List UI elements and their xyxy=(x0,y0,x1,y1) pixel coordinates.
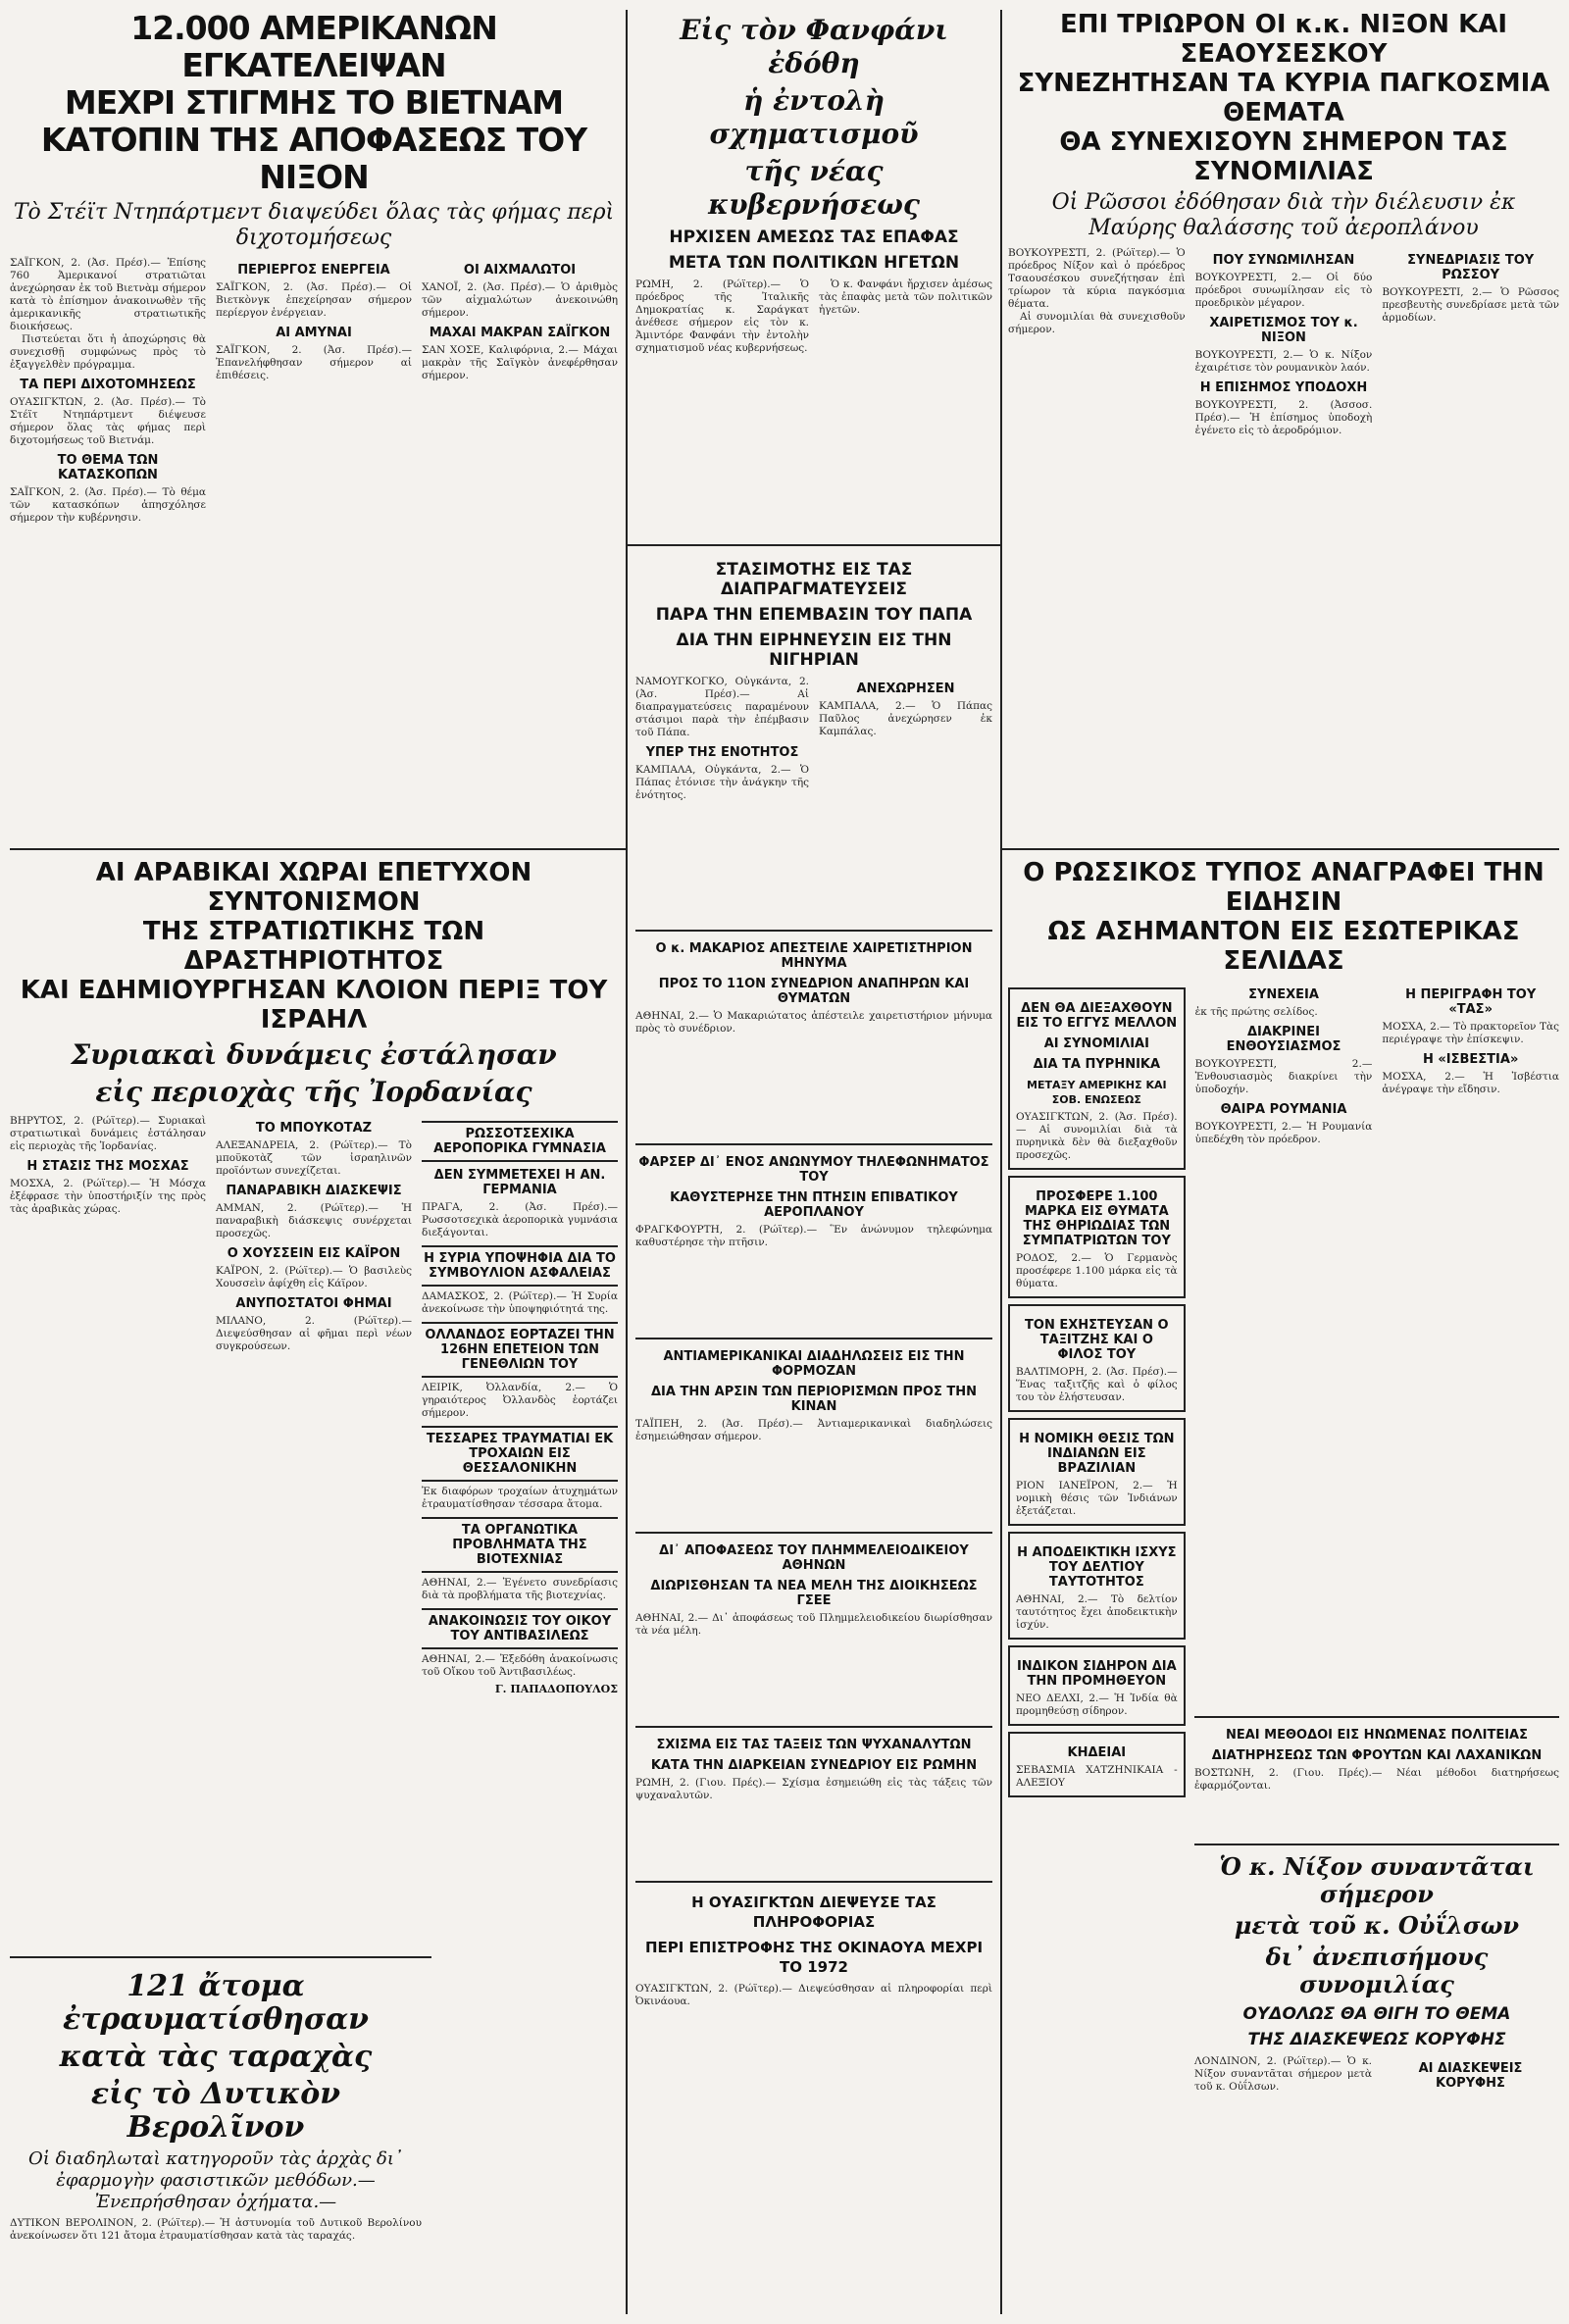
arab-article xyxy=(10,858,618,1706)
headline: μετὰ τοῦ κ. Οὐΐλσων xyxy=(1234,1911,1520,1940)
box-title: ΑΙ ΣΥΝΟΜΙΛΙΑΙ xyxy=(1043,1036,1149,1051)
berlin-article xyxy=(10,1966,422,2243)
article-text: ΡΙΟΝ ΙΑΝΕΪΡΟΝ, 2.— Ἡ νομικὴ θέσις τῶν Ἰνδιάνων ἐξετάζεται. xyxy=(1016,1480,1178,1517)
okinawa-article xyxy=(635,1881,992,2008)
section-title: ΧΑΙΡΕΤΙΣΜΟΣ ΤΟΥ κ. ΝΙΞΟΝ xyxy=(1209,316,1358,345)
section-title: ΑΝΑΚΟΙΝΩΣΙΣ ΤΟΥ ΟΙΚΟΥ ΤΟΥ ΑΝΤΙΒΑΣΙΛΕΩΣ xyxy=(422,1608,618,1649)
article-text: ΒΗΡΥΤΟΣ, 2. (Ρώϊτερ).— Συριακαὶ στρατιωτικαὶ δυνάμεις ἐστάλησαν εἰς περιοχὰς τῆς Ἰορδανίας. xyxy=(10,1115,206,1152)
article-text: ΣΑΪΓΚΟΝ, 2. (Ἀσ. Πρέσ).— Οἱ Βιετκὸνγκ ἐπεχείρησαν σήμερον περίεργον ἐνέργειαν. xyxy=(216,281,412,319)
article-text: ΒΟΥΚΟΥΡΕΣΤΙ, 2. (Ἀσσοσ. Πρέσ).— Ἡ ἐπίσημος ὑποδοχὴ ἐγένετο εἰς τὸ ἀεροδρόμιον. xyxy=(1194,399,1373,436)
headline: ΣΤΑΣΙΜΟΤΗΣ ΕΙΣ ΤΑΣ ΔΙΑΠΡΑΓΜΑΤΕΥΣΕΙΣ xyxy=(715,560,913,599)
section-title: ΑΝΕΧΩΡΗΣΕΝ xyxy=(856,682,955,696)
fanfani-article xyxy=(635,10,992,355)
gsee-article xyxy=(635,1532,992,1638)
headline: ΠΕΡΙ ΕΠΙΣΤΡΟΦΗΣ ΤΗΣ ΟΚΙΝΑΟΥΑ ΜΕΧΡΙ ΤΟ 1972 xyxy=(644,1939,984,1976)
article-text: ΠΡΑΓΑ, 2. (Ἀσ. Πρέσ).— Ρωσσοτσεχικὰ ἀεροπορικὰ γυμνάσια διεξάγονται. xyxy=(422,1201,618,1238)
headline: ΝΕΑΙ ΜΕΘΟΔΟΙ ΕΙΣ ΗΝΩΜΕΝΑΣ ΠΟΛΙΤΕΙΑΣ xyxy=(1225,1728,1529,1743)
headline: ΑΝΤΙΑΜΕΡΙΚΑΝΙΚΑΙ ΔΙΑΔΗΛΩΣΕΙΣ ΕΙΣ ΤΗΝ ΦΟΡΜΟΖΑΝ xyxy=(663,1349,965,1379)
subheadline: εἰς περιοχὰς τῆς Ἰορδανίας xyxy=(95,1076,532,1108)
article-text: ΑΘΗΝΑΙ, 2.— Δι᾽ ἀποφάσεως τοῦ Πλημμελειοδικείου διωρίσθησαν τὰ νέα μέλη. xyxy=(635,1612,992,1637)
section-rule xyxy=(10,848,626,850)
subheadline: ΗΡΧΙΣΕΝ ΑΜΕΣΩΣ ΤΑΣ ΕΠΑΦΑΣ xyxy=(669,227,959,247)
article-text: ΚΑΜΠΑΛΑ, 2.— Ὁ Πάπας Παῦλος ἀνεχώρησεν ἐκ Καμπάλας. xyxy=(819,700,992,737)
box-subtitle: ΜΕΤΑΞΥ ΑΜΕΡΙΚΗΣ ΚΑΙ ΣΟΒ. ΕΝΩΣΕΩΣ xyxy=(1027,1079,1167,1106)
signature: Γ. ΠΑΠΑΔΟΠΟΥΛΟΣ xyxy=(494,1683,618,1695)
article-text: ΣΑΪΓΚΟΝ, 2. (Ἀσ. Πρέσ).— Ἐπίσης 760 Ἀμερικανοί στρατιῶται ἀνεχώρησαν ἐκ τοῦ Βιετνὰμ σήμερον κατὰ τὸ ἐπίσημον ἀνακοινωθὲν τῆς ἀμερικανικῆς στρατιωτικῆς διοικήσεως. xyxy=(10,257,206,332)
headline: ΔΙ᾽ ΑΠΟΦΑΣΕΩΣ ΤΟΥ ΠΛΗΜΜΕΛΕΙΟΔΙΚΕΙΟΥ ΑΘΗΝΩΝ xyxy=(659,1543,969,1573)
article-text: ΒΟΥΚΟΥΡΕΣΤΙ, 2.— Ὁ Ρῶσσος πρεσβευτὴς συνεδρίασε μετὰ τῶν ἁρμοδίων. xyxy=(1382,286,1559,324)
section-title: Η «ΙΣΒΕΣΤΙΑ» xyxy=(1422,1052,1519,1067)
article-text: ΝΕΟ ΔΕΛΧΙ, 2.— Ἡ Ἰνδία θὰ προμηθεύσῃ σίδηρον. xyxy=(1016,1692,1178,1717)
article-text: ΡΩΜΗ, 2. (Γιου. Πρές).— Σχίσμα ἐσημειώθη εἰς τὰς τάξεις τῶν ψυχαναλυτῶν. xyxy=(635,1777,992,1801)
article-text: ΝΑΜΟΥΓΚΟΓΚΟ, Οὐγκάντα, 2. (Ἀσ. Πρέσ).— Αἱ διαπραγματεύσεις παραμένουν στάσιμοι παρὰ τὴν ἐπέμβασιν τοῦ Πάπα. xyxy=(635,676,809,738)
id-card-box xyxy=(1008,1532,1186,1640)
russian-press-article xyxy=(1008,858,1559,1803)
headline: ΘΑ ΣΥΝΕΧΙΣΟΥΝ ΣΗΜΕΡΟΝ ΤΑΣ ΣΥΝΟΜΙΛΙΑΣ xyxy=(1059,127,1508,186)
article-text: Ἐκ διαφόρων τροχαίων ἀτυχημάτων ἐτραυματίσθησαν τέσσαρα ἄτομα. xyxy=(422,1486,618,1510)
section-title: ΤΟ ΜΠΟΥΚΟΤΑΖ xyxy=(255,1121,373,1136)
section-title: Η ΣΥΡΙΑ ΥΠΟΨΗΦΙΑ ΔΙΑ ΤΟ ΣΥΜΒΟΥΛΙΟΝ ΑΣΦΑΛΕΙΑΣ xyxy=(422,1245,618,1287)
indians-box xyxy=(1008,1418,1186,1526)
article-text: Αἱ συνομιλίαι θὰ συνεχισθοῦν σήμερον. xyxy=(1008,311,1186,335)
article-text: ΒΟΥΚΟΥΡΕΣΤΙ, 2.— Οἱ δύο πρόεδροι συνωμίλησαν εἰς τὸ προεδρικὸν μέγαρον. xyxy=(1194,272,1373,309)
headline: ΩΣ ΑΣΗΜΑΝΤΟΝ ΕΙΣ ΕΣΩΤΕΡΙΚΑΣ ΣΕΛΙΔΑΣ xyxy=(1047,917,1520,976)
article-text: ΜΟΣΧΑ, 2. (Ρώϊτερ).— Ἡ Μόσχα ἐξέφρασε τὴν ὑποστήριξίν της πρὸς τὰς ἀραβικὰς χώρας. xyxy=(10,1178,206,1215)
article-text: ΑΘΗΝΑΙ, 2.— Τὸ δελτίον ταυτότητος ἔχει ἀποδεικτικὴν ἰσχύν. xyxy=(1016,1593,1178,1631)
article-text: Πιστεύεται ὅτι ἡ ἀποχώρησις θὰ συνεχισθῇ συμφώνως πρὸς τὸ ἐξαγγελθὲν πρόγραμμα. xyxy=(10,333,206,371)
section-title: ΟΙ ΑΙΧΜΑΛΩΤΟΙ xyxy=(463,263,577,278)
psychoanalysts-article xyxy=(635,1726,992,1802)
newspaper-page xyxy=(10,10,1559,2314)
column-rule xyxy=(1000,10,1002,2314)
article-text: ΑΜΜΑΝ, 2. (Ρώϊτερ).— Ἡ παναραβικὴ διάσκεψις συνέρχεται προσεχῶς. xyxy=(216,1202,412,1239)
article-text: ΣΑΪΓΚΟΝ, 2. (Ἀσ. Πρέσ).— Τὸ θέμα τῶν κατασκόπων ἀπησχόλησε σήμερον τὴν κυβέρνησιν. xyxy=(10,486,206,524)
article-text: ΡΩΜΗ, 2. (Ρώϊτερ).— Ὁ πρόεδρος τῆς Ἰταλικῆς Δημοκρατίας κ. Σαράγκατ ἀνέθεσε σήμερον εἰς τὸν κ. Ἀμιντόρε Φανφάνι τὴν ἐντολὴν σχηματισμοῦ νέας κυβερνήσεως. xyxy=(635,278,809,354)
headline: Η ΟΥΑΣΙΓΚΤΩΝ ΔΙΕΨΕΥΣΕ ΤΑΣ ΠΛΗΡΟΦΟΡΙΑΣ xyxy=(691,1894,936,1931)
headline: ΚΑΤΟΠΙΝ ΤΗΣ ΑΠΟΦΑΣΕΩΣ ΤΟΥ ΝΙΞΟΝ xyxy=(40,121,587,196)
article-text: ΟΥΑΣΙΓΚΤΩΝ, 2. (Ἀσ. Πρέσ).— Αἱ συνομιλίαι διὰ τὰ πυρηνικὰ δὲν θὰ διεξαχθοῦν προσεχῶς. xyxy=(1016,1111,1178,1161)
headline: ΚΑΙ ΕΔΗΜΙΟΥΡΓΗΣΑΝ ΚΛΟΙΟΝ ΠΕΡΙΞ ΤΟΥ ΙΣΡΑΗΛ xyxy=(20,976,608,1035)
vietnam-article xyxy=(10,10,618,525)
section-title: ΑΙ ΑΜΥΝΑΙ xyxy=(276,326,352,340)
column-rule xyxy=(626,10,628,2314)
section-title: ΑΝΥΠΟΣΤΑΤΟΙ ΦΗΜΑΙ xyxy=(235,1296,392,1311)
article-text: ΑΘΗΝΑΙ, 2.— Ὁ Μακαριώτατος ἀπέστειλε χαιρετιστήριον μήνυμα πρὸς τὸ συνέδριον. xyxy=(635,1010,992,1035)
box-title: ΔΕΝ ΘΑ ΔΙΕΞΑΧΘΟΥΝ ΕΙΣ ΤΟ ΕΓΓΥΣ ΜΕΛΛΟΝ xyxy=(1016,1001,1178,1031)
section-title: ΠΟΥ ΣΥΝΩΜΙΛΗΣΑΝ xyxy=(1212,253,1355,268)
subheadline: ΤΗΣ ΔΙΑΣΚΕΨΕΩΣ ΚΟΡΥΦΗΣ xyxy=(1247,2030,1506,2049)
headline: ἡ ἐντολὴ σχηματισμοῦ xyxy=(709,84,919,150)
box-title: ΠΡΟΣΦΕΡΕ 1.100 ΜΑΡΚΑ ΕΙΣ ΘΥΜΑΤΑ ΤΗΣ ΘΗΡΙΩΔΙΑΣ ΤΩΝ ΣΥΜΠΑΤΡΙΩΤΩΝ ΤΟΥ xyxy=(1022,1189,1171,1248)
headline: Ὁ κ. Νίξον συναντᾶται σήμερον xyxy=(1219,1852,1535,1908)
section-title: Ο ΧΟΥΣΣΕΙΝ ΕΙΣ ΚΑΪΡΟΝ xyxy=(227,1246,401,1261)
section-title: ΣΥΝΕΔΡΙΑΣΙΣ ΤΟΥ ΡΩΣΣΟΥ xyxy=(1407,253,1535,282)
headline: ΔΙΩΡΙΣΘΗΣΑΝ ΤΑ ΝΕΑ ΜΕΛΗ ΤΗΣ ΔΙΟΙΚΗΣΕΩΣ ΓΣΕΕ xyxy=(650,1579,978,1608)
box-title: ΙΝΔΙΚΟΝ ΣΙΔΗΡΟΝ ΔΙΑ ΤΗΝ ΠΡΟΜΗΘΕΥΟΝ xyxy=(1016,1659,1177,1689)
headline: ΠΑΡΑ ΤΗΝ ΕΠΕΜΒΑΣΙΝ ΤΟΥ ΠΑΠΑ xyxy=(655,605,973,625)
section-title: ΤΟ ΘΕΜΑ ΤΩΝ ΚΑΤΑΣΚΟΠΩΝ xyxy=(57,453,159,482)
headline: ΤΗΣ ΣΤΡΑΤΙΩΤΙΚΗΣ ΤΩΝ ΔΡΑΣΤΗΡΙΟΤΗΤΟΣ xyxy=(142,917,485,976)
article-text: ΒΟΥΚΟΥΡΕΣΤΙ, 2.— Ὁ κ. Νίξον ἐχαιρέτισε τὸν ρουμανικὸν λαόν. xyxy=(1194,349,1373,374)
article-text: ΔΑΜΑΣΚΟΣ, 2. (Ρώϊτερ).— Ἡ Συρία ἀνεκοίνωσε τὴν ὑποψηφιότητά της. xyxy=(422,1290,618,1315)
article-text: ΔΥΤΙΚΟΝ ΒΕΡΟΛΙΝΟΝ, 2. (Ρώϊτερ).— Ἡ ἀστυνομία τοῦ Δυτικοῦ Βερολίνου ἀνεκοίνωσεν ὅτι 121 ἄτομα ἐτραυματίσθησαν κατὰ τὰς ταραχάς. xyxy=(10,2217,422,2242)
nixon-wilson-article xyxy=(1194,1844,1559,2095)
article-text: ΑΘΗΝΑΙ, 2.— Ἐγένετο συνεδρίασις διὰ τὰ προβλήματα τῆς βιοτεχνίας. xyxy=(422,1577,618,1601)
section-title: ΘΑΙΡΑ ΡΟΥΜΑΝΙΑ xyxy=(1220,1102,1347,1117)
section-title: ΤΑ ΟΡΓΑΝΩΤΙΚΑ ΠΡΟΒΛΗΜΑΤΑ ΤΗΣ ΒΙΟΤΕΧΝΙΑΣ xyxy=(422,1517,618,1573)
section-title: ΥΠΕΡ ΤΗΣ ΕΝΟΤΗΤΟΣ xyxy=(645,745,799,760)
headline: ΦΑΡΣΕΡ ΔΙ᾽ ΕΝΟΣ ΑΝΩΝΥΜΟΥ ΤΗΛΕΦΩΝΗΜΑΤΟΣ ΤΟΥ xyxy=(638,1155,989,1185)
funerals-box xyxy=(1008,1732,1186,1797)
section-title: ΤΑ ΠΕΡΙ ΔΙΧΟΤΟΜΗΣΕΩΣ xyxy=(20,378,196,392)
box-title: Η ΝΟΜΙΚΗ ΘΕΣΙΣ ΤΩΝ ΙΝΔΙΑΝΩΝ ΕΙΣ ΒΡΑΖΙΛΙΑΝ xyxy=(1019,1432,1175,1476)
headline: ΑΙ ΑΡΑΒΙΚΑΙ ΧΩΡΑΙ ΕΠΕΤΥΧΟΝ ΣΥΝΤΟΝΙΣΜΟΝ xyxy=(95,858,532,917)
article-text: ΜΟΣΧΑ, 2.— Τὸ πρακτορεῖον Τὰς περιέγραψε τὴν ἐπίσκεψιν. xyxy=(1382,1021,1559,1045)
section-title: ΔΙΑΚΡΙΝΕΙ ΕΝΘΟΥΣΙΑΣΜΟΣ xyxy=(1226,1025,1341,1054)
article-text: ΦΡΑΓΚΦΟΥΡΤΗ, 2. (Ρώϊτερ).— Ἓν ἀνώνυμον τηλεφώνημα καθυστέρησε τὴν πτῆσιν. xyxy=(635,1224,992,1248)
headline: ΜΕΧΡΙ ΣΤΙΓΜΗΣ ΤΟ ΒΙΕΤΝΑΜ xyxy=(64,83,564,122)
box-title: ΚΗΔΕΙΑΙ xyxy=(1067,1745,1127,1760)
headline: ΚΑΘΥΣΤΕΡΗΣΕ ΤΗΝ ΠΤΗΣΙΝ ΕΠΙΒΑΤΙΚΟΥ ΑΕΡΟΠΛΑΝΟΥ xyxy=(670,1190,958,1220)
headline: ΚΑΤΑ ΤΗΝ ΔΙΑΡΚΕΙΑΝ ΣΥΝΕΔΡΙΟΥ ΕΙΣ ΡΩΜΗΝ xyxy=(650,1758,978,1773)
article-text: ΡΟΔΟΣ, 2.— Ὁ Γερμανὸς προσέφερε 1.100 μάρκα εἰς τὰ θύματα. xyxy=(1016,1252,1178,1289)
article-text: ΣΕΒΑΣΜΙΑ ΧΑΤΖΗΝΙΚΑΙΑ - ΑΛΕΞΙΟΥ xyxy=(1016,1764,1178,1789)
headline: εἰς τὸ Δυτικὸν Βερολῖνον xyxy=(90,2077,341,2145)
section-title: ΜΑΧΑΙ ΜΑΚΡΑΝ ΣΑΪΓΚΟΝ xyxy=(429,326,611,340)
article-text: ΚΑΜΠΑΛΑ, Οὐγκάντα, 2.— Ὁ Πάπας ἐτόνισε τὴν ἀνάγκην τῆς ἑνότητος. xyxy=(635,764,809,801)
section-title: ΣΥΝΕΧΕΙΑ xyxy=(1248,987,1319,1002)
headline: κατὰ τὰς ταραχὰς xyxy=(59,2040,373,2074)
headline: Ο κ. ΜΑΚΑΡΙΟΣ ΑΠΕΣΤΕΙΛΕ ΧΑΙΡΕΤΙΣΤΗΡΙΟΝ ΜΗΝΥΜΑ xyxy=(655,941,973,971)
headline: ΔΙΑ ΤΗΝ ΑΡΣΙΝ ΤΩΝ ΠΕΡΙΟΡΙΣΜΩΝ ΠΡΟΣ ΤΗΝ ΚΙΝΑΝ xyxy=(651,1385,977,1414)
headline: δι᾽ ἀνεπισήμους συνομιλίας xyxy=(1265,1943,1489,1998)
headline: Εἰς τὸν Φανφάνι ἐδόθη xyxy=(680,14,948,79)
section-title: ΟΛΛΑΝΔΟΣ ΕΟΡΤΑΖΕΙ ΤΗΝ 126ΗΝ ΕΠΕΤΕΙΟΝ ΤΩΝ ΓΕΝΕΘΛΙΩΝ ΤΟΥ xyxy=(422,1322,618,1378)
article-text: ΛΕΙΡΙΚ, Ὀλλανδία, 2.— Ὁ γηραιότερος Ὀλλανδὸς ἑορτάζει σήμερον. xyxy=(422,1382,618,1419)
box-title: ΔΙΑ ΤΑ ΠΥΡΗΝΙΚΑ xyxy=(1033,1057,1161,1072)
article-text: ΒΟΥΚΟΥΡΕΣΤΙ, 2. (Ρώϊτερ).— Ὁ πρόεδρος Νίξον καὶ ὁ πρόεδρος Τσαουσέσκου συνεζήτησαν ἐπὶ τρίωρον τὰ κύρια παγκόσμια θέματα. xyxy=(1008,247,1186,310)
box-title: ΤΟΝ ΕΧΗΣΤΕΥΣΑΝ Ο ΤΑΞΙΤΖΗΣ ΚΑΙ Ο ΦΙΛΟΣ ΤΟΥ xyxy=(1025,1318,1169,1362)
nuclear-talks-box xyxy=(1008,987,1186,1170)
headline: ΔΙΑΤΗΡΗΣΕΩΣ ΤΩΝ ΦΡΟΥΤΩΝ ΚΑΙ ΛΑΧΑΝΙΚΩΝ xyxy=(1211,1748,1543,1763)
taxi-box xyxy=(1008,1304,1186,1412)
article-text: ΤΑΪΠΕΗ, 2. (Ἀσ. Πρέσ).— Ἀντιαμερικανικαὶ διαδηλώσεις ἐσημειώθησαν σήμερον. xyxy=(635,1418,992,1442)
section-title: ΤΕΣΣΑΡΕΣ ΤΡΑΥΜΑΤΙΑΙ ΕΚ ΤΡΟΧΑΙΩΝ ΕΙΣ ΘΕΣΣΑΛΟΝΙΚΗΝ xyxy=(422,1426,618,1482)
subheadline: Συριακαὶ δυνάμεις ἐστάλησαν xyxy=(71,1038,557,1071)
section-title: Η ΠΕΡΙΓΡΑΦΗ ΤΟΥ «ΤΑΣ» xyxy=(1405,987,1537,1017)
section-title: ΠΑΝΑΡΑΒΙΚΗ ΔΙΑΣΚΕΨΙΣ xyxy=(226,1184,402,1198)
section-rule xyxy=(10,1956,431,1958)
section-title: ΑΙ ΔΙΑΣΚΕΨΕΙΣ ΚΟΡΥΦΗΣ xyxy=(1418,2061,1523,2091)
prize-box xyxy=(1008,1176,1186,1298)
headline: ΔΙΑ ΤΗΝ ΕΙΡΗΝΕΥΣΙΝ ΕΙΣ ΤΗΝ ΝΙΓΗΡΙΑΝ xyxy=(676,631,952,670)
headline: 12.000 ΑΜΕΡΙΚΑΝΩΝ ΕΓΚΑΤΕΛΕΙΨΑΝ xyxy=(130,9,497,84)
section-title: Η ΕΠΙΣΗΜΟΣ ΥΠΟΔΟΧΗ xyxy=(1199,380,1368,395)
article-text: ΑΘΗΝΑΙ, 2.— Ἐξεδόθη ἀνακοίνωσις τοῦ Οἴκου τοῦ Ἀντιβασιλέως. xyxy=(422,1653,618,1678)
headline: ΠΡΟΣ ΤΟ 11ΟΝ ΣΥΝΕΔΡΙΟΝ ΑΝΑΠΗΡΩΝ ΚΑΙ ΘΥΜΑΤΩΝ xyxy=(658,977,970,1006)
article-text: ΣΑΪΓΚΟΝ, 2. (Ἀσ. Πρέσ).— Ἐπανελήφθησαν σήμερον αἱ ἐπιθέσεις. xyxy=(216,344,412,381)
article-text: Ὁ κ. Φανφάνι ἤρχισεν ἀμέσως τὰς ἐπαφὰς μετὰ τῶν πολιτικῶν ἡγετῶν. xyxy=(819,278,992,316)
article-text: ΒΟΣΤΩΝΗ, 2. (Γιου. Πρές).— Νέαι μέθοδοι διατηρήσεως ἐφαρμόζονται. xyxy=(1194,1767,1559,1792)
section-title: ΠΕΡΙΕΡΓΟΣ ΕΝΕΡΓΕΙΑ xyxy=(237,263,390,278)
headline: ΣΧΙΣΜΑ ΕΙΣ ΤΑΣ ΤΑΞΕΙΣ ΤΩΝ ΨΥΧΑΝΑΛΥΤΩΝ xyxy=(656,1738,972,1752)
col2-news-stack xyxy=(635,554,992,2008)
subheadline: ΜΕΤΑ ΤΩΝ ΠΟΛΙΤΙΚΩΝ ΗΓΕΤΩΝ xyxy=(668,253,960,273)
section-rule xyxy=(628,544,1000,546)
section-title: ΡΩΣΣΟΤΣΕΧΙΚΑ ΑΕΡΟΠΟΡΙΚΑ ΓΥΜΝΑΣΙΑ xyxy=(422,1121,618,1162)
subheadline: Τὸ Στέϊτ Ντηπάρτμεντ διαψεύδει ὅλας τὰς φήμας περὶ διχοτομήσεως xyxy=(13,200,615,250)
article-text: ΑΛΕΞΑΝΔΡΕΙΑ, 2. (Ρώϊτερ).— Τὸ μποϋκοτὰζ τῶν ἰσραηλινῶν προϊόντων συνεχίζεται. xyxy=(216,1139,412,1177)
article-text: ΟΥΑΣΙΓΚΤΩΝ, 2. (Ἀσ. Πρέσ).— Τὸ Στέϊτ Ντηπάρτμεντ διέψευσε σήμερον ὅλας τὰς φήμας περὶ διχοτομήσεως τοῦ Βιετνάμ. xyxy=(10,396,206,446)
prank-call-article xyxy=(635,1143,992,1249)
section-note: ΔΕΝ ΣΥΜΜΕΤΕΧΕΙ Η ΑΝ. ΓΕΡΜΑΝΙΑ xyxy=(433,1168,606,1197)
iron-box xyxy=(1008,1645,1186,1726)
article-text: ΒΟΥΚΟΥΡΕΣΤΙ, 2.— Ἡ Ρουμανία ὑπεδέχθη τὸν πρόεδρον. xyxy=(1194,1121,1373,1145)
article-text: ΒΑΛΤΙΜΟΡΗ, 2. (Ἀσ. Πρέσ).— Ἕνας ταξιτζῆς καὶ ὁ φίλος του τὸν ἐλήστευσαν. xyxy=(1016,1366,1178,1403)
article-text: ΛΟΝΔΙΝΟΝ, 2. (Ρώϊτερ).— Ὁ κ. Νίξον συναντᾶται σήμερον μετὰ τοῦ κ. Οὐΐλσων. xyxy=(1194,2055,1372,2093)
nixon-ceausescu-article xyxy=(1008,10,1559,437)
article-text: ΜΟΣΧΑ, 2.— Ἡ Ἰσβέστια ἀνέγραψε τὴν εἴδησιν. xyxy=(1382,1071,1559,1095)
headline: τῆς νέας κυβερνήσεως xyxy=(708,155,920,221)
article-text: ἐκ τῆς πρώτης σελίδος. xyxy=(1194,1006,1318,1018)
subheadline: Οἱ Ρῶσσοι ἐδόθησαν διὰ τὴν διέλευσιν ἐκ Μαύρης θαλάσσης τοῦ ἀεροπλάνου xyxy=(1051,190,1516,240)
article-text: ΚΑΪΡΟΝ, 2. (Ρώϊτερ).— Ὁ βασιλεὺς Χουσσεὶν ἀφίχθη εἰς Κάϊρον. xyxy=(216,1265,412,1289)
fruit-methods-article xyxy=(1194,1716,1559,1793)
makarios-article xyxy=(635,930,992,1036)
headline: ΕΠΙ ΤΡΙΩΡΟΝ ΟΙ κ.κ. ΝΙΞΟΝ ΚΑΙ ΣΕΑΟΥΣΕΣΚΟΥ xyxy=(1059,10,1508,69)
article-text: ΟΥΑΣΙΓΚΤΩΝ, 2. (Ρώϊτερ).— Διεψεύσθησαν αἱ πληροφορίαι περὶ Ὀκινάουα. xyxy=(635,1983,992,2007)
section-rule xyxy=(1002,848,1559,850)
subheadline: Οἱ διαδηλωταὶ κατηγοροῦν τὰς ἀρχὰς δι᾽ ἐφαρμογὴν φασιστικῶν μεθόδων.— Ἐνεπρήσθησαν ὀχήματα.— xyxy=(28,2148,403,2212)
headline: ΣΥΝΕΖΗΤΗΣΑΝ ΤΑ ΚΥΡΙΑ ΠΑΓΚΟΣΜΙΑ ΘΕΜΑΤΑ xyxy=(1017,69,1550,127)
section-title: Η ΣΤΑΣΙΣ ΤΗΣ ΜΟΣΧΑΣ xyxy=(26,1159,189,1174)
subheadline: ΟΥΔΟΛΩΣ ΘΑ ΘΙΓΗ ΤΟ ΘΕΜΑ xyxy=(1242,2004,1511,2024)
formosa-article xyxy=(635,1338,992,1443)
article-text: ΣΑΝ ΧΟΣΕ, Καλιφόρνια, 2.— Μάχαι μακρὰν τῆς Σαϊγκὸν ἀνεφέρθησαν σήμερον. xyxy=(422,344,618,381)
article-text: ΧΑΝΟΪ, 2. (Ἀσ. Πρέσ).— Ὁ ἀριθμὸς τῶν αἰχμαλώτων ἀνεκοινώθη σήμερον. xyxy=(422,281,618,319)
headline: Ο ΡΩΣΣΙΚΟΣ ΤΥΠΟΣ ΑΝΑΓΡΑΦΕΙ ΤΗΝ ΕΙΔΗΣΙΝ xyxy=(1023,858,1544,917)
article-text: ΒΟΥΚΟΥΡΕΣΤΙ, 2.— Ἐνθουσιασμὸς διακρίνει τὴν ὑποδοχήν. xyxy=(1194,1058,1373,1095)
box-title: Η ΑΠΟΔΕΙΚΤΙΚΗ ΙΣΧΥΣ ΤΟΥ ΔΕΛΤΙΟΥ ΤΑΥΤΟΤΗΤΟΣ xyxy=(1017,1545,1177,1590)
article-text: ΜΙΛΑΝΟ, 2. (Ρώϊτερ).— Διεψεύσθησαν αἱ φῆμαι περὶ νέων συγκρούσεων. xyxy=(216,1315,412,1352)
headline: 121 ἄτομα ἐτραυματίσθησαν xyxy=(63,1969,369,2037)
